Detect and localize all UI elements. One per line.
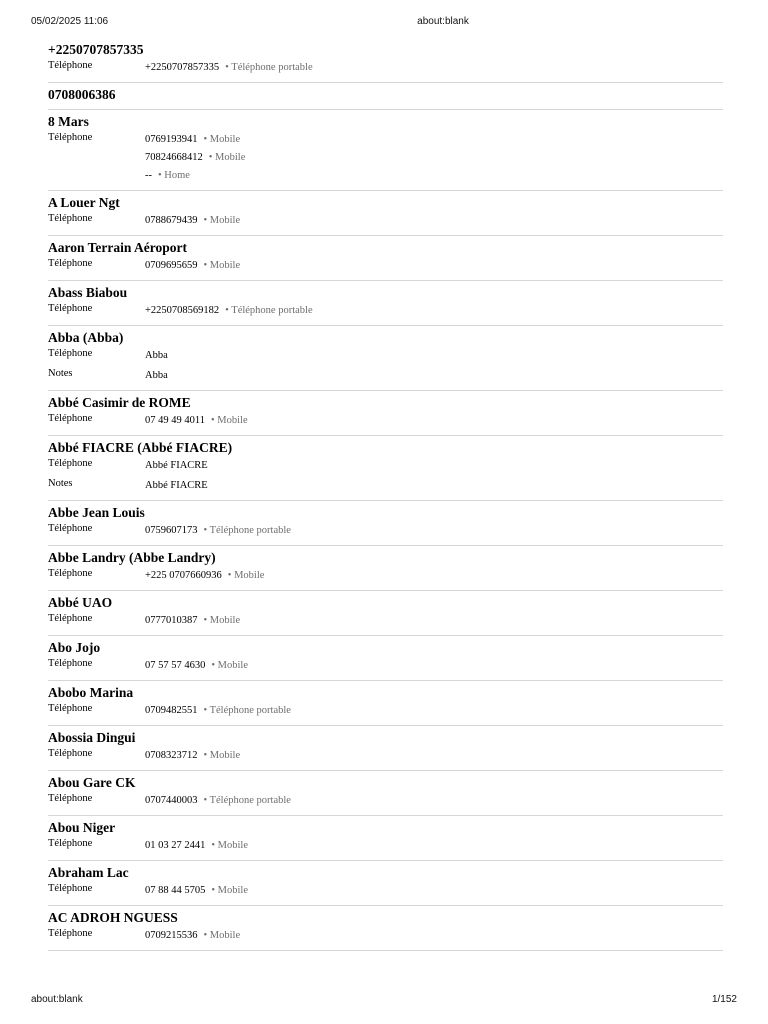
field-values	[145, 58, 313, 76]
contact-field-row	[48, 836, 723, 854]
contact-field-row	[48, 456, 723, 474]
contact-field-row	[48, 881, 723, 899]
field-values	[145, 836, 248, 854]
field-value: 0707440003	[145, 795, 198, 806]
contact-field-row	[48, 256, 723, 274]
contact-name: Abou Gare CK	[48, 775, 136, 790]
field-type-label: • Mobile	[203, 215, 241, 226]
contact-field-row	[48, 58, 723, 76]
field-label: Téléphone	[48, 458, 93, 469]
contact-name: AC ADROH NGUESS	[48, 910, 178, 925]
field-value-line	[145, 59, 313, 76]
field-value: 0709695659	[145, 260, 198, 271]
contact-entry	[48, 591, 723, 636]
field-values	[145, 256, 240, 274]
print-header	[0, 16, 768, 32]
field-label: Téléphone	[48, 413, 93, 424]
contact-field-row	[48, 926, 723, 944]
field-value: +2250708569182	[145, 305, 220, 316]
field-values	[145, 746, 240, 764]
contact-name: Abbé UAO	[48, 595, 113, 610]
field-value-line	[145, 131, 245, 148]
contact-entry	[48, 681, 723, 726]
field-type-label: • Mobile	[203, 260, 241, 271]
field-values	[145, 566, 264, 584]
contact-name: Aaron Terrain Aéroport	[48, 240, 188, 255]
field-value-line	[145, 457, 208, 474]
contact-entry	[48, 326, 723, 391]
field-label: Téléphone	[48, 348, 93, 359]
field-values	[145, 346, 168, 364]
contact-name: Abo Jojo	[48, 640, 101, 655]
field-type-label: • Mobile	[203, 930, 241, 941]
print-footer-url: about:blank	[31, 994, 83, 1005]
field-label: Téléphone	[48, 568, 93, 579]
field-value: 70824668412	[145, 152, 203, 163]
field-value-line	[145, 522, 291, 539]
contact-entry	[48, 236, 723, 281]
field-value: Abba	[145, 370, 168, 381]
field-values	[145, 791, 291, 809]
field-label: Téléphone	[48, 838, 93, 849]
field-value: 0769193941	[145, 134, 198, 145]
print-header-url: about:blank	[417, 16, 469, 27]
field-value-line	[145, 347, 168, 364]
contact-list	[48, 38, 723, 951]
field-value: 0709482551	[145, 705, 198, 716]
contact-name: 0708006386	[48, 87, 116, 102]
field-value-line	[145, 657, 248, 674]
field-label: Téléphone	[48, 748, 93, 759]
field-value-line	[145, 257, 240, 274]
contact-entry	[48, 391, 723, 436]
field-value: 0759607173	[145, 525, 198, 536]
field-value-line	[145, 612, 240, 629]
field-value: 0708323712	[145, 750, 198, 761]
field-type-label: • Téléphone portable	[203, 525, 291, 536]
contact-name: 8 Mars	[48, 114, 89, 129]
field-type-label: • Mobile	[211, 885, 249, 896]
field-value-line	[145, 167, 245, 184]
field-type-label: • Home	[158, 170, 190, 181]
field-value-line	[145, 792, 291, 809]
field-value: 07 88 44 5705	[145, 885, 206, 896]
contact-entry	[48, 861, 723, 906]
contact-entry	[48, 906, 723, 951]
field-values	[145, 211, 240, 229]
field-values	[145, 476, 208, 494]
print-footer	[0, 994, 768, 1010]
contact-field-row	[48, 366, 723, 384]
contact-name: Abraham Lac	[48, 865, 129, 880]
contact-entry	[48, 636, 723, 681]
contact-field-row	[48, 701, 723, 719]
field-value-line	[145, 212, 240, 229]
contact-name: +2250707857335	[48, 42, 144, 57]
field-value: --	[145, 170, 152, 181]
contact-entry	[48, 436, 723, 501]
contact-name: A Louer Ngt	[48, 195, 120, 210]
field-value: +225 0707660936	[145, 570, 222, 581]
field-value-line	[145, 149, 245, 166]
contact-entry	[48, 546, 723, 591]
field-value: 07 57 57 4630	[145, 660, 206, 671]
field-values	[145, 521, 291, 539]
contact-entry	[48, 38, 723, 83]
field-label: Téléphone	[48, 303, 93, 314]
field-value: 01 03 27 2441	[145, 840, 206, 851]
field-value: 0777010387	[145, 615, 198, 626]
field-type-label: • Mobile	[203, 615, 241, 626]
field-values	[145, 881, 248, 899]
field-value: Abbé FIACRE	[145, 480, 208, 491]
field-value-line	[145, 882, 248, 899]
field-label: Téléphone	[48, 928, 93, 939]
contact-name: Abass Biabou	[48, 285, 128, 300]
field-values	[145, 366, 168, 384]
field-value: 0788679439	[145, 215, 198, 226]
field-label: Téléphone	[48, 613, 93, 624]
field-label: Téléphone	[48, 258, 93, 269]
contact-field-row	[48, 301, 723, 319]
field-type-label: • Mobile	[203, 134, 241, 145]
print-datetime: 05/02/2025 11:06	[31, 16, 109, 27]
field-value-line	[145, 927, 240, 944]
field-values	[145, 701, 291, 719]
field-values	[145, 411, 248, 429]
contact-name: Abbe Landry (Abbe Landry)	[48, 550, 216, 565]
contact-entry	[48, 726, 723, 771]
field-type-label: • Mobile	[211, 415, 248, 426]
contact-entry	[48, 83, 723, 110]
field-values	[145, 456, 208, 474]
contact-field-row	[48, 566, 723, 584]
field-value-line	[145, 367, 168, 384]
field-value-line	[145, 412, 248, 429]
contact-field-row	[48, 411, 723, 429]
field-value: 0709215536	[145, 930, 198, 941]
contact-field-row	[48, 130, 723, 184]
field-type-label: • Mobile	[227, 570, 265, 581]
field-type-label: • Téléphone portable	[225, 305, 313, 316]
contact-entry	[48, 816, 723, 861]
field-label: Téléphone	[48, 658, 93, 669]
contact-name: Abbe Jean Louis	[48, 505, 145, 520]
field-values	[145, 130, 245, 184]
field-type-label: • Téléphone portable	[225, 62, 313, 73]
field-type-label: • Mobile	[211, 660, 249, 671]
field-type-label: • Mobile	[211, 840, 249, 851]
field-value-line	[145, 747, 240, 764]
field-label: Notes	[48, 478, 73, 489]
field-value: +2250707857335	[145, 62, 220, 73]
field-values	[145, 611, 240, 629]
field-label: Téléphone	[48, 60, 93, 71]
field-type-label: • Mobile	[208, 152, 246, 163]
contact-entry	[48, 281, 723, 326]
contact-entry	[48, 501, 723, 546]
field-label: Téléphone	[48, 132, 93, 143]
field-label: Téléphone	[48, 883, 93, 894]
contact-entry	[48, 110, 723, 191]
field-value-line	[145, 477, 208, 494]
field-type-label: • Téléphone portable	[203, 795, 291, 806]
contact-field-row	[48, 746, 723, 764]
field-value: Abbé FIACRE	[145, 460, 208, 471]
field-label: Téléphone	[48, 793, 93, 804]
contact-field-row	[48, 346, 723, 364]
contact-name: Abbé Casimir de ROME	[48, 395, 191, 410]
field-label: Téléphone	[48, 703, 93, 714]
contact-name: Abou Niger	[48, 820, 116, 835]
contact-name: Abossia Dingui	[48, 730, 136, 745]
field-value-line	[145, 837, 248, 854]
field-values	[145, 926, 240, 944]
contact-field-row	[48, 521, 723, 539]
field-label: Notes	[48, 368, 73, 379]
contact-field-row	[48, 791, 723, 809]
field-value-line	[145, 702, 291, 719]
field-type-label: • Mobile	[203, 750, 241, 761]
field-value-line	[145, 567, 264, 584]
contact-field-row	[48, 656, 723, 674]
contact-name: Abobo Marina	[48, 685, 134, 700]
field-value: Abba	[145, 350, 168, 361]
contact-entry	[48, 191, 723, 236]
field-values	[145, 301, 313, 319]
field-value: 07 49 49 4011	[145, 415, 205, 426]
field-label: Téléphone	[48, 213, 93, 224]
page-number: 1/152	[711, 994, 737, 1005]
contact-entry	[48, 771, 723, 816]
field-label: Téléphone	[48, 523, 93, 534]
contact-field-row	[48, 476, 723, 494]
contact-name: Abbé FIACRE (Abbé FIACRE)	[48, 440, 233, 455]
field-value-line	[145, 302, 313, 319]
field-type-label: • Téléphone portable	[203, 705, 291, 716]
field-values	[145, 656, 248, 674]
contact-name: Abba (Abba)	[48, 330, 124, 345]
contact-field-row	[48, 211, 723, 229]
contact-field-row	[48, 611, 723, 629]
